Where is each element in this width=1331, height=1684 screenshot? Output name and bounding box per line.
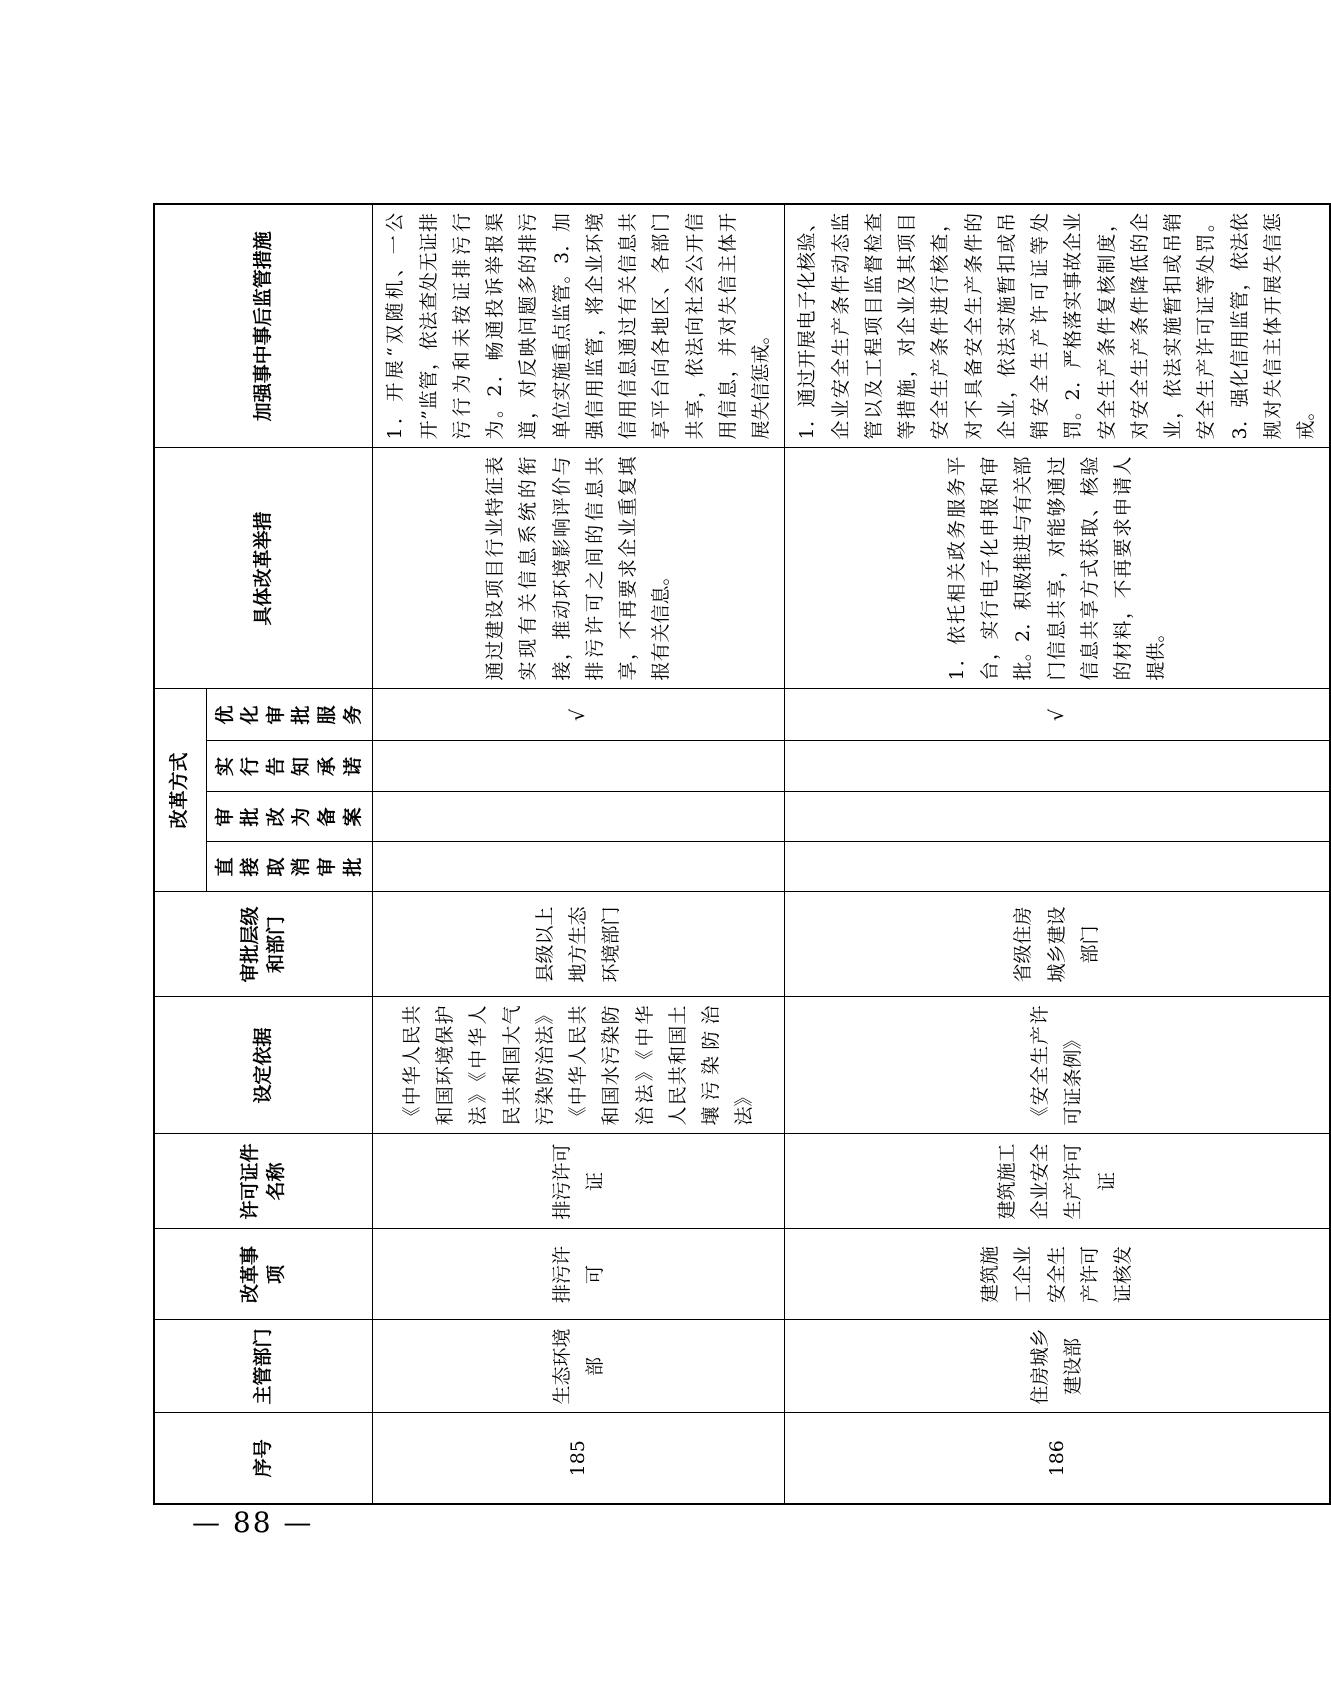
cell-mode-notify [373,741,785,792]
header-dept: 主管部门 [154,1320,373,1413]
cell-mode-optimize: √ [785,689,1331,741]
table-row [785,204,1331,1504]
header-mode-filing: 审批改为备案 [206,792,373,842]
cell-license: 建筑施工企业安全生产许可证 [785,1134,1331,1229]
header-level: 审批层级和部门 [154,892,373,997]
header-mode-notify: 实行告知承诺 [206,741,373,792]
cell-supervision: 1．开展“双随机、一公开”监管，依法查处无证排污行为和未按证排污行为。2．畅通投诉举报渠道，对反映问题多的排污单位实施重点监管。3．加强信用监管，将企业环境信用信息通过有关信息共享平台向各地区、各部门共享，依法向社会公开信用信息，并对失信主体开展失信惩戒。 [373,204,785,448]
header-license: 许可证件名称 [154,1134,373,1229]
cell-license: 排污许可证 [373,1134,785,1229]
cell-item: 排污许可 [373,1229,785,1320]
header-seq: 序号 [154,1413,373,1504]
cell-mode-optimize: √ [373,689,785,741]
header-reform-mode: 改革方式 [154,689,206,892]
cell-mode-notify [785,741,1331,792]
header-mode-cancel: 直接取消审批 [206,842,373,892]
header-supervision: 加强事中事后监管措施 [154,204,373,448]
cell-dept: 住房城乡建设部 [785,1320,1331,1413]
cell-mode-cancel [785,842,1331,892]
cell-supervision: 1．通过开展电子化核验、企业安全生产条件动态监管以及工程项目监督检查等措施，对企业及其项目安全生产条件进行核查，对不具备安全生产条件的企业，依法实施暂扣或吊销安全生产许可证等处罚。2．严格落实事故企业安全生产条件复核制度，对安全生产条件降低的企业，依法实施暂扣或吊销安全生产许可证等处罚。3．强化信用监管，依法依规对失信主体开展失信惩戒。 [785,204,1331,448]
header-row-1 [154,204,206,1504]
cell-mode-cancel [373,842,785,892]
header-item: 改革事项 [154,1229,373,1320]
cell-dept: 生态环境部 [373,1320,785,1413]
cell-seq: 186 [785,1413,1331,1504]
header-measures: 具体改革举措 [154,448,373,689]
reform-table [153,203,1331,1505]
cell-mode-filing [373,792,785,842]
cell-basis: 《中华人民共和国环境保护法》《中华人民共和国大气污染防治法》《中华人民共和国水污染防治法》《中华人民共和国土壤污染防治法》 [373,997,785,1134]
header-basis: 设定依据 [154,997,373,1134]
cell-measures: 通过建设项目行业特征表实现有关信息系统的衔接，推动环境影响评价与排污许可之间的信息共享，不再要求企业重复填报有关信息。 [373,448,785,689]
table-row [373,204,785,1504]
cell-item: 建筑施工企业安全生产许可证核发 [785,1229,1331,1320]
cell-measures: 1．依托相关政务服务平台，实行电子化申报和审批。2．积极推进与有关部门信息共享，对能够通过信息共享方式获取、核验的材料，不再要求申请人提供。 [785,448,1331,689]
cell-level: 县级以上地方生态环境部门 [373,892,785,997]
cell-mode-filing [785,792,1331,842]
rotated-table-wrapper [153,205,1318,1505]
cell-seq: 185 [373,1413,785,1504]
page-number: — 88 — [192,1506,314,1539]
header-mode-optimize: 优化审批服务 [206,689,373,741]
cell-basis: 《安全生产许可证条例》 [785,997,1331,1134]
cell-level: 省级住房城乡建设部门 [785,892,1331,997]
